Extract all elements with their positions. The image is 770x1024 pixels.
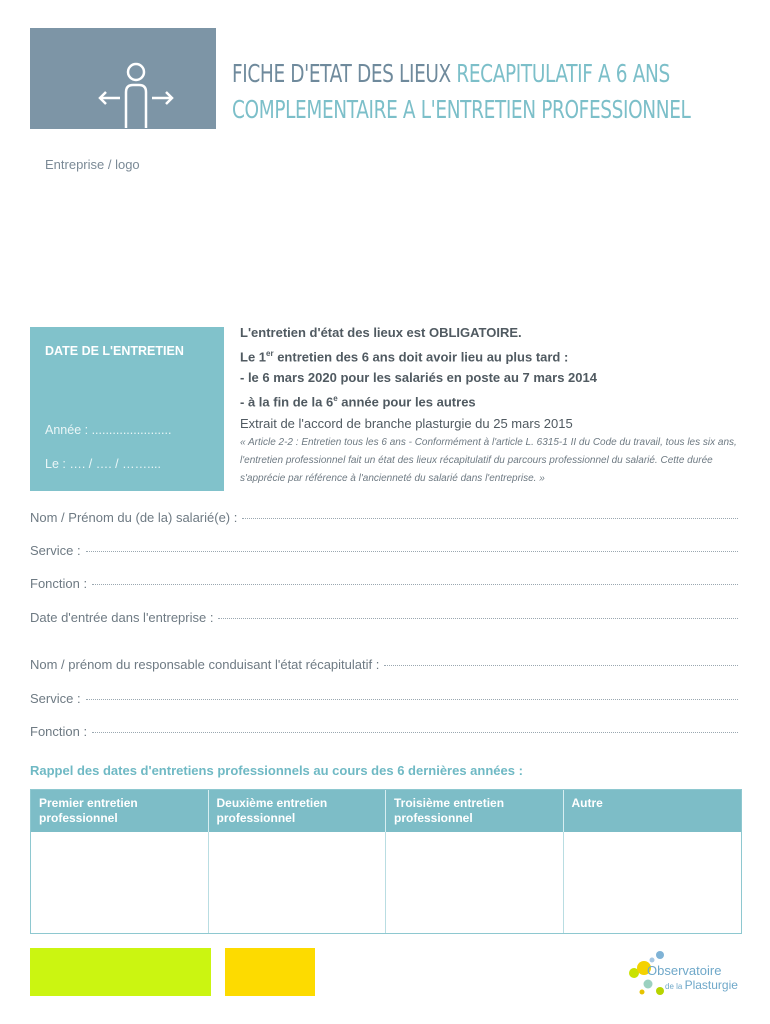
manager-service-field[interactable]: Service : [30,691,738,706]
table-header-cell: Deuxième entretien professionnel [209,790,387,832]
table-cell-other[interactable] [564,832,742,933]
employee-service-field[interactable]: Service : [30,543,738,558]
person-arrows-icon [30,28,216,129]
agreement-extract-title: Extrait de l'accord de branche plasturgie du 25 mars 2015 [240,416,573,431]
header-banner [30,28,216,129]
table-header-cell: Troisième entretien professionnel [386,790,564,832]
table-cell-second[interactable] [209,832,387,933]
table-cell-first[interactable] [31,832,209,933]
table-cell-third[interactable] [386,832,564,933]
page-title: FICHE D'ETAT DES LIEUX RECAPITULATIF A 6 ANS COMPLEMENTAIRE A L'ENTRETIEN PROFESSIONNEL [232,59,691,124]
mandatory-notice: L'entretien d'état des lieux est OBLIGATOIRE. Le 1er entretien des 6 ans doit avoir lieu au plus tard : - le 6 mars 2020 pour les salariés en poste au 7 mars 2014 - à la fin de la 6e année pour les autres [240,325,597,410]
hire-date-field[interactable]: Date d'entrée dans l'entreprise : [30,610,738,625]
date-field[interactable]: Le : …. / …. / …….... [45,457,161,471]
observatoire-logo-text: Observatoire [647,963,722,978]
interview-dates-heading: Rappel des dates d'entretiens professionnels au cours des 6 dernières années : [30,763,523,778]
interview-date-box [30,327,224,491]
green-color-block [30,948,211,996]
table-header-cell: Autre [571,796,603,810]
table-header-row [31,790,741,832]
yellow-color-block [225,948,315,996]
article-quote: « Article 2-2 : Entretien tous les 6 ans - Conformément à l'article L. 6315-1 II du Code du travail, tous les six ans, l'entretien professionnel fait un état des lieux récapitulatif du parcours professionnel du salarié. Cette durée s'apprécie par référence à l'ancienneté du salarié dans l'entreprise. » [240,437,737,484]
year-field[interactable]: Année : ....................... [45,423,172,437]
plasturgie-logo-text: de la Plasturgie [665,978,738,992]
employee-name-field[interactable]: Nom / Prénom du (de la) salarié(e) : [30,510,738,525]
table-row [31,832,741,933]
interview-dates-table [30,789,742,934]
company-logo-label: Entreprise / logo [45,157,140,172]
employee-function-field[interactable]: Fonction : [30,576,738,591]
date-box-title: DATE DE L'ENTRETIEN [45,344,184,358]
manager-function-field[interactable]: Fonction : [30,724,738,739]
manager-name-field[interactable]: Nom / prénom du responsable conduisant l'état récapitulatif : [30,657,738,672]
table-header-cell: Premier entretien professionnel [31,790,209,832]
